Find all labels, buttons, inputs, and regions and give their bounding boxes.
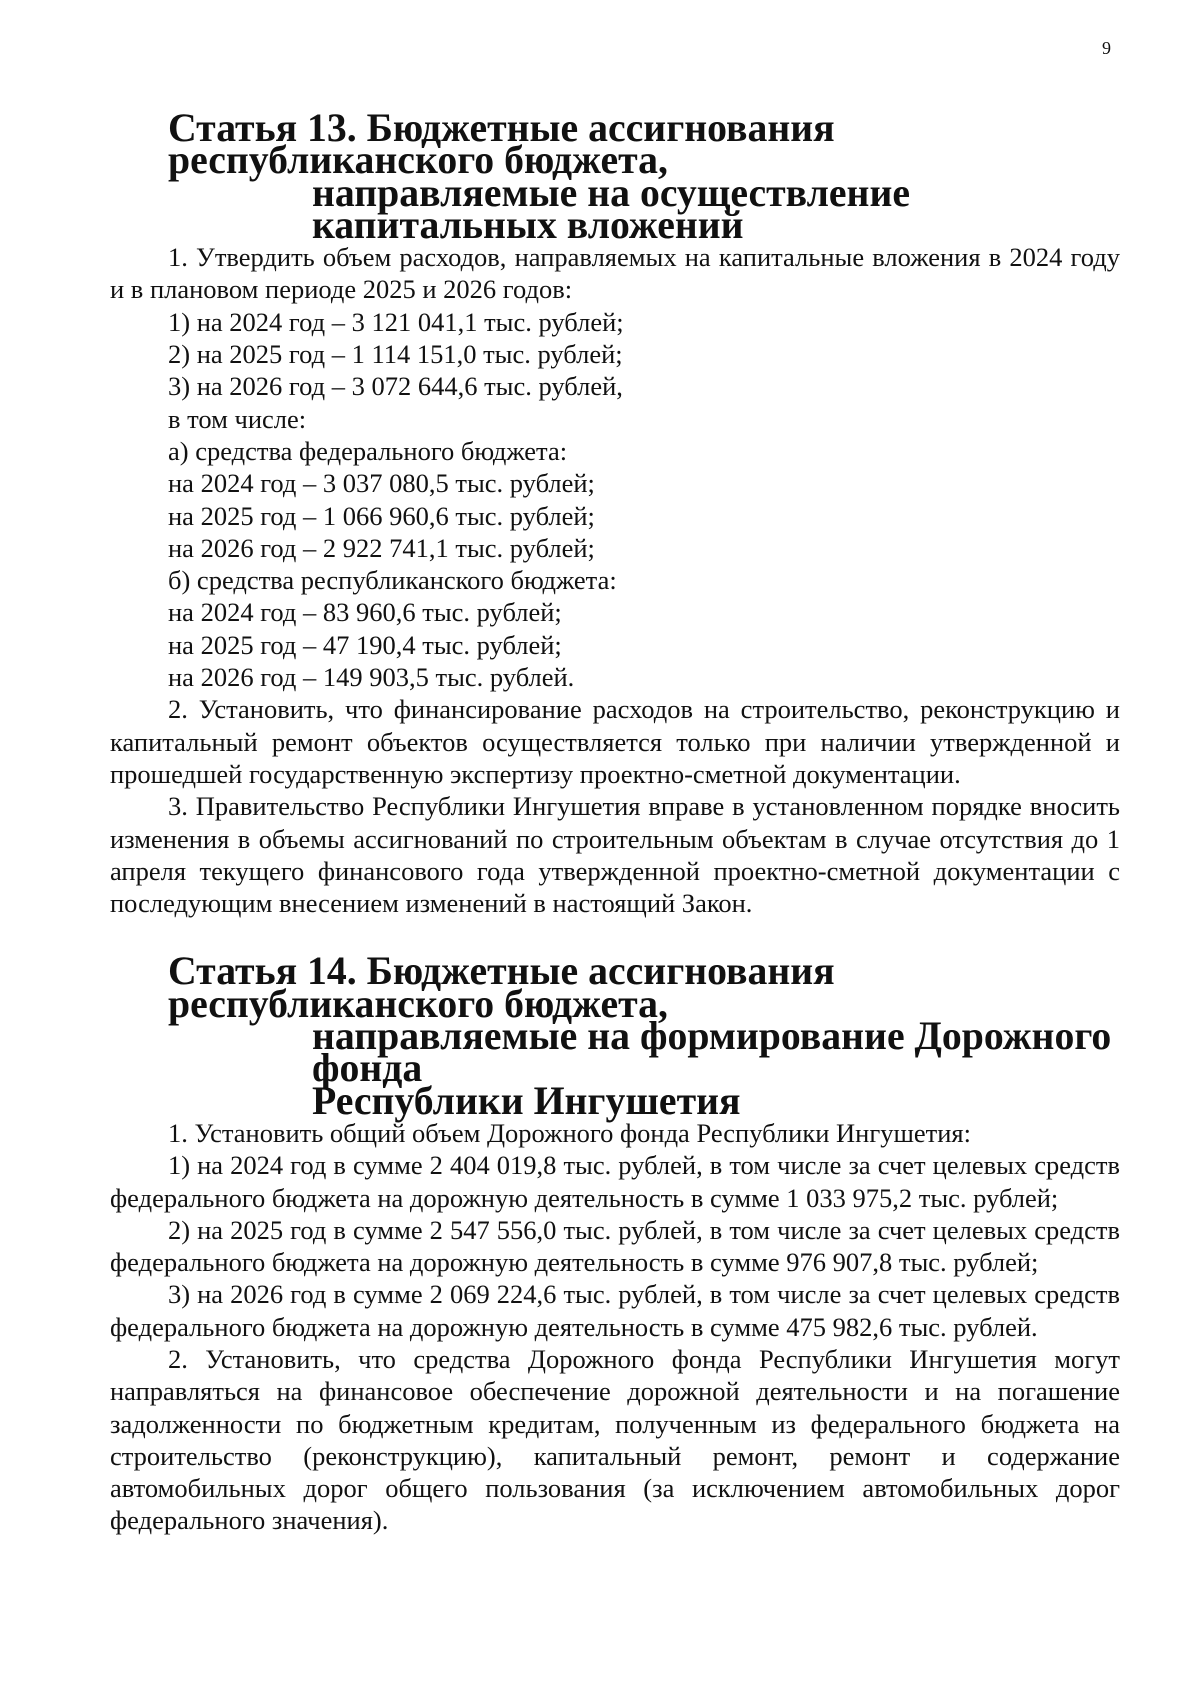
article-14-heading-line1: Статья 14. Бюджетные ассигнования республиканского бюджета, (168, 949, 835, 1026)
article-13-heading-line2: направляемые на осуществление капитальных вложений (312, 170, 910, 247)
article-13-amount-list (110, 306, 1120, 694)
article-13-paragraph-2: 2. Установить, что финансирование расходов на строительство, реконструкцию и капитальный ремонт объектов осуществляется только при наличии утвержденной и прошедшей государственную экспертизу проектно-сметной документации. (110, 694, 1120, 789)
list-item: в том числе: (168, 403, 307, 434)
article-14-paragraph-1: 1. Установить общий объем Дорожного фонда Республики Ингушетия: (168, 1117, 971, 1148)
document-body (110, 106, 1120, 1537)
article-14-heading-line2: направляемые на формирование Дорожного фонда (312, 1014, 1112, 1091)
page-number: 9 (1102, 38, 1111, 58)
article-13-heading (110, 106, 1120, 247)
article-14-subparagraph-2: 2) на 2025 год в сумме 2 547 556,0 тыс. рублей, в том числе за счет целевых средств федерального бюджета на дорожную деятельность в сумме 976 907,8 тыс. рублей; (110, 1214, 1120, 1278)
list-item: б) средства республиканского бюджета: (168, 565, 617, 596)
article-13-heading-line1: Статья 13. Бюджетные ассигнования республиканского бюджета, (168, 106, 835, 183)
article-14-heading-line3: Республики Ингушетия (312, 1078, 741, 1123)
list-item: на 2024 год – 83 960,6 тыс. рублей; (168, 597, 562, 628)
list-item: на 2026 год – 149 903,5 тыс. рублей. (168, 662, 575, 693)
article-14-subparagraph-3: 3) на 2026 год в сумме 2 069 224,6 тыс. рублей, в том числе за счет целевых средств федерального бюджета на дорожную деятельность в сумме 475 982,6 тыс. рублей. (110, 1279, 1120, 1342)
article-14-paragraph-2: 2. Установить, что средства Дорожного фонда Республики Ингушетия могут направляться на финансовое обеспечение дорожной деятельности и на погашение задолженности по бюджетным кредитам, полученным из федерального бюджета на строительство (реконструкцию), капитальный ремонт, ремонт и содержание автомобильных дорог общего пользования (за исключением автомобильных дорог федерального значения). (110, 1343, 1120, 1536)
list-item: 1) на 2024 год – 3 121 041,1 тыс. рублей; (168, 306, 624, 337)
article-13 (110, 106, 1120, 919)
list-item: на 2026 год – 2 922 741,1 тыс. рублей; (168, 532, 595, 563)
list-item: на 2025 год – 47 190,4 тыс. рублей; (168, 629, 562, 660)
article-14-subparagraph-1: 1) на 2024 год в сумме 2 404 019,8 тыс. рублей, в том числе за счет целевых средств федерального бюджета на дорожную деятельность в сумме 1 033 975,2 тыс. рублей; (110, 1150, 1120, 1213)
list-item: 2) на 2025 год – 1 114 151,0 тыс. рублей; (168, 339, 623, 370)
article-13-paragraph-1: 1. Утвердить объем расходов, направляемых на капитальные вложения в 2024 году и в плановом периоде 2025 и 2026 годов: (110, 242, 1120, 305)
list-item: на 2025 год – 1 066 960,6 тыс. рублей; (168, 500, 595, 531)
list-item: а) средства федерального бюджета: (168, 435, 568, 466)
article-13-paragraph-3: 3. Правительство Республики Ингушетия вправе в установленном порядке вносить изменения в объемы ассигнований по строительным объектам в случае отсутствия до 1 апреля текущего финансового года утвержденной проектно-сметной документации с последующим внесением изменений в настоящий Закон. (110, 791, 1120, 919)
list-item: на 2024 год – 3 037 080,5 тыс. рублей; (168, 468, 595, 499)
article-14-heading (110, 949, 1120, 1123)
list-item: 3) на 2026 год – 3 072 644,6 тыс. рублей, (168, 371, 623, 402)
article-14 (110, 949, 1120, 1536)
